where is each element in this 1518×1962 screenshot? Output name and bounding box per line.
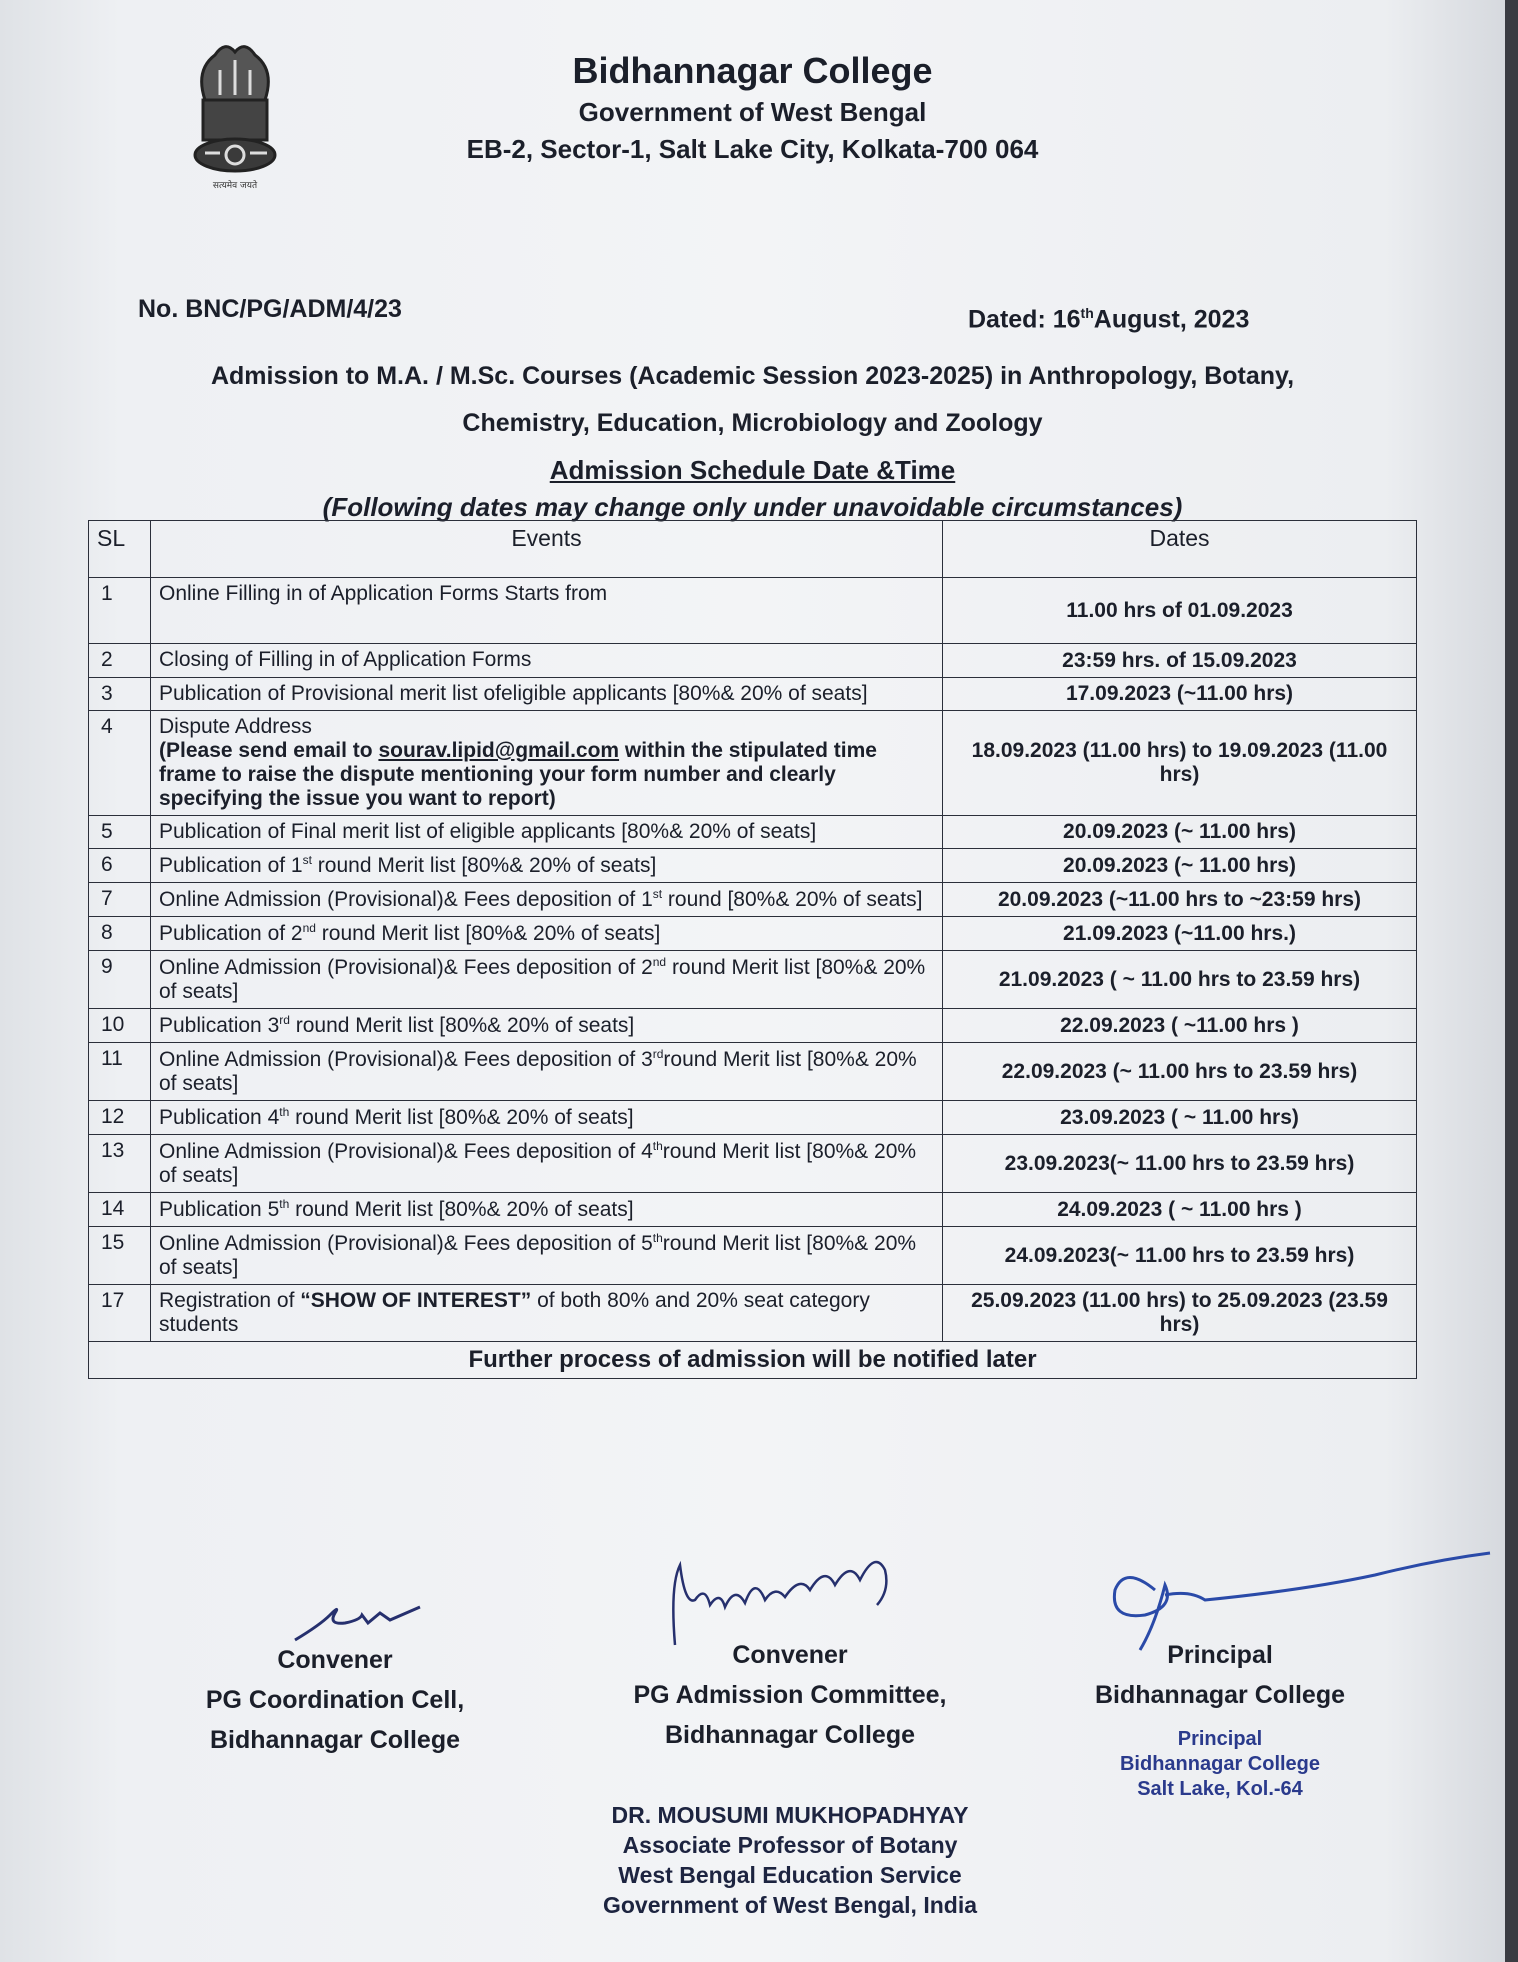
row-date: 24.09.2023(~ 11.00 hrs to 23.59 hrs) xyxy=(943,1227,1417,1285)
row-event: Publication of 1st round Merit list [80%& 20% of seats] xyxy=(151,849,943,883)
notice-title-line2: Chemistry, Education, Microbiology and Zoology xyxy=(462,409,1043,437)
sig1-role: Convener xyxy=(277,1646,393,1674)
row-date: 21.09.2023 (~11.00 hrs.) xyxy=(943,917,1417,951)
row-sl: 15 xyxy=(89,1227,151,1285)
row-event: Publication of Provisional merit list ofeligible applicants [80%& 20% of seats] xyxy=(151,678,943,711)
sig2-role: Convener xyxy=(732,1641,848,1669)
table-row xyxy=(89,1101,1417,1135)
table-footer-note: Further process of admission will be notified later xyxy=(89,1342,1417,1379)
row-sl: 9 xyxy=(89,951,151,1009)
table-row xyxy=(89,1193,1417,1227)
table-row xyxy=(89,849,1417,883)
row-event: Closing of Filling in of Application Forms xyxy=(151,644,943,678)
table-row xyxy=(89,1135,1417,1193)
row-date: 23.09.2023(~ 11.00 hrs to 23.59 hrs) xyxy=(943,1135,1417,1193)
row-date: 11.00 hrs of 01.09.2023 xyxy=(943,578,1417,644)
row-event: Publication of Final merit list of eligible applicants [80%& 20% of seats] xyxy=(151,816,943,849)
sig2-line2: PG Admission Committee, xyxy=(633,1681,947,1709)
professor-stamp xyxy=(540,1800,1040,1920)
table-row xyxy=(89,1227,1417,1285)
row-sl: 8 xyxy=(89,917,151,951)
row-event: Publication 4th round Merit list [80%& 20% of seats] xyxy=(151,1101,943,1135)
government-name: Government of West Bengal xyxy=(578,97,927,127)
notice-date: Dated: 16thAugust, 2023 xyxy=(968,305,1250,334)
row-sl: 2 xyxy=(89,644,151,678)
reference-number: No. BNC/PG/ADM/4/23 xyxy=(138,295,402,323)
row-date: 20.09.2023 (~ 11.00 hrs) xyxy=(943,816,1417,849)
row-event: Registration of “SHOW OF INTEREST” of both 80% and 20% seat category students xyxy=(151,1285,943,1342)
row-date: 25.09.2023 (11.00 hrs) to 25.09.2023 (23.59 hrs) xyxy=(943,1285,1417,1342)
admission-schedule-table xyxy=(88,520,1417,1379)
row-event: Online Admission (Provisional)& Fees deposition of 3rdround Merit list [80%& 20% of seats] xyxy=(151,1043,943,1101)
table-row xyxy=(89,1285,1417,1342)
row-event: Online Admission (Provisional)& Fees deposition of 1st round [80%& 20% of seats] xyxy=(151,883,943,917)
row-event: Online Admission (Provisional)& Fees deposition of 2nd round Merit list [80%& 20% of seats] xyxy=(151,951,943,1009)
sig3-line2: Bidhannagar College xyxy=(1094,1681,1346,1709)
row-sl: 6 xyxy=(89,849,151,883)
row-date: 23:59 hrs. of 15.09.2023 xyxy=(943,644,1417,678)
row-event: Online Admission (Provisional)& Fees deposition of 5thround Merit list [80%& 20% of seats] xyxy=(151,1227,943,1285)
college-name: Bidhannagar College xyxy=(572,50,933,91)
row-sl: 5 xyxy=(89,816,151,849)
table-row xyxy=(89,917,1417,951)
row-sl: 11 xyxy=(89,1043,151,1101)
stamp-line: Government of West Bengal, India xyxy=(602,1892,978,1918)
sig3-role: Principal xyxy=(1167,1641,1273,1669)
row-date: 24.09.2023 ( ~ 11.00 hrs ) xyxy=(943,1193,1417,1227)
row-date: 20.09.2023 (~11.00 hrs to ~23:59 hrs) xyxy=(943,883,1417,917)
row-date: 18.09.2023 (11.00 hrs) to 19.09.2023 (11.00 hrs) xyxy=(943,711,1417,816)
header-events: Events xyxy=(151,521,943,578)
stamp-line: DR. MOUSUMI MUKHOPADHYAY xyxy=(611,1802,969,1828)
table-row xyxy=(89,951,1417,1009)
table-row xyxy=(89,644,1417,678)
dispute-title: Dispute Address xyxy=(159,715,312,738)
sig2-line3: Bidhannagar College xyxy=(664,1721,916,1749)
schedule-heading: Admission Schedule Date &Time xyxy=(549,455,956,485)
row-event: Publication 3rd round Merit list [80%& 20% of seats] xyxy=(151,1009,943,1043)
table-header-row xyxy=(89,521,1417,578)
row-event: Online Filling in of Application Forms Starts from xyxy=(151,578,943,644)
row-sl: 10 xyxy=(89,1009,151,1043)
row-event: Publication 5th round Merit list [80%& 20% of seats] xyxy=(151,1193,943,1227)
notice-title-line1: Admission to M.A. / M.Sc. Courses (Academic Session 2023-2025) in Anthropology, Botany, xyxy=(210,362,1295,390)
stamp-line: Bidhannagar College xyxy=(1119,1753,1321,1775)
row-sl: 17 xyxy=(89,1285,151,1342)
row-date: 17.09.2023 (~11.00 hrs) xyxy=(943,678,1417,711)
table-row xyxy=(89,678,1417,711)
signature-convener-pg-cell xyxy=(175,1640,495,1760)
header-sl: SL xyxy=(89,521,151,578)
row-date: 21.09.2023 ( ~ 11.00 hrs to 23.59 hrs) xyxy=(943,951,1417,1009)
row-date: 23.09.2023 ( ~ 11.00 hrs) xyxy=(943,1101,1417,1135)
row-sl: 3 xyxy=(89,678,151,711)
dispute-note: (Please send email to sourav.lipid@gmail.com within the stipulated time frame to raise the dispute mentioning your form number and clearly specifying the issue you want to report) xyxy=(159,739,877,810)
schedule-note: (Following dates may change only under unavoidable circumstances) xyxy=(322,492,1183,522)
header-dates: Dates xyxy=(943,521,1417,578)
principal-stamp xyxy=(1080,1727,1360,1802)
stamp-line: Associate Professor of Botany xyxy=(622,1832,958,1858)
table-row xyxy=(89,711,1417,816)
sig1-line2: PG Coordination Cell, xyxy=(205,1686,465,1714)
convener-cell-signature xyxy=(290,1595,430,1645)
stamp-line: Salt Lake, Kol.-64 xyxy=(1137,1778,1303,1800)
row-sl: 13 xyxy=(89,1135,151,1193)
table-row xyxy=(89,1009,1417,1043)
row-date: 20.09.2023 (~ 11.00 hrs) xyxy=(943,849,1417,883)
dispute-email-link[interactable]: sourav.lipid@gmail.com xyxy=(378,739,620,762)
signature-convener-admission xyxy=(600,1635,980,1755)
row-sl: 12 xyxy=(89,1101,151,1135)
table-row xyxy=(89,816,1417,849)
table-row xyxy=(89,883,1417,917)
sig1-line3: Bidhannagar College xyxy=(209,1726,461,1754)
stamp-line: Principal xyxy=(1177,1728,1263,1750)
stamp-line: West Bengal Education Service xyxy=(618,1862,962,1888)
table-footer-row xyxy=(89,1342,1417,1379)
row-sl: 4 xyxy=(89,711,151,816)
row-sl: 14 xyxy=(89,1193,151,1227)
row-sl: 7 xyxy=(89,883,151,917)
table-row xyxy=(89,1043,1417,1101)
scan-edge xyxy=(1505,0,1518,1962)
row-event: Online Admission (Provisional)& Fees deposition of 4thround Merit list [80%& 20% of seats] xyxy=(151,1135,943,1193)
row-sl: 1 xyxy=(89,578,151,644)
row-event xyxy=(151,711,943,816)
signature-principal xyxy=(1080,1635,1360,1715)
row-date: 22.09.2023 (~ 11.00 hrs to 23.59 hrs) xyxy=(943,1043,1417,1101)
college-address: EB-2, Sector-1, Salt Lake City, Kolkata-700 064 xyxy=(466,134,1039,164)
row-date: 22.09.2023 ( ~11.00 hrs ) xyxy=(943,1009,1417,1043)
row-event: Publication of 2nd round Merit list [80%& 20% of seats] xyxy=(151,917,943,951)
table-row xyxy=(89,578,1417,644)
svg-text:सत्यमेव जयते: सत्यमेव जयते xyxy=(212,181,258,191)
